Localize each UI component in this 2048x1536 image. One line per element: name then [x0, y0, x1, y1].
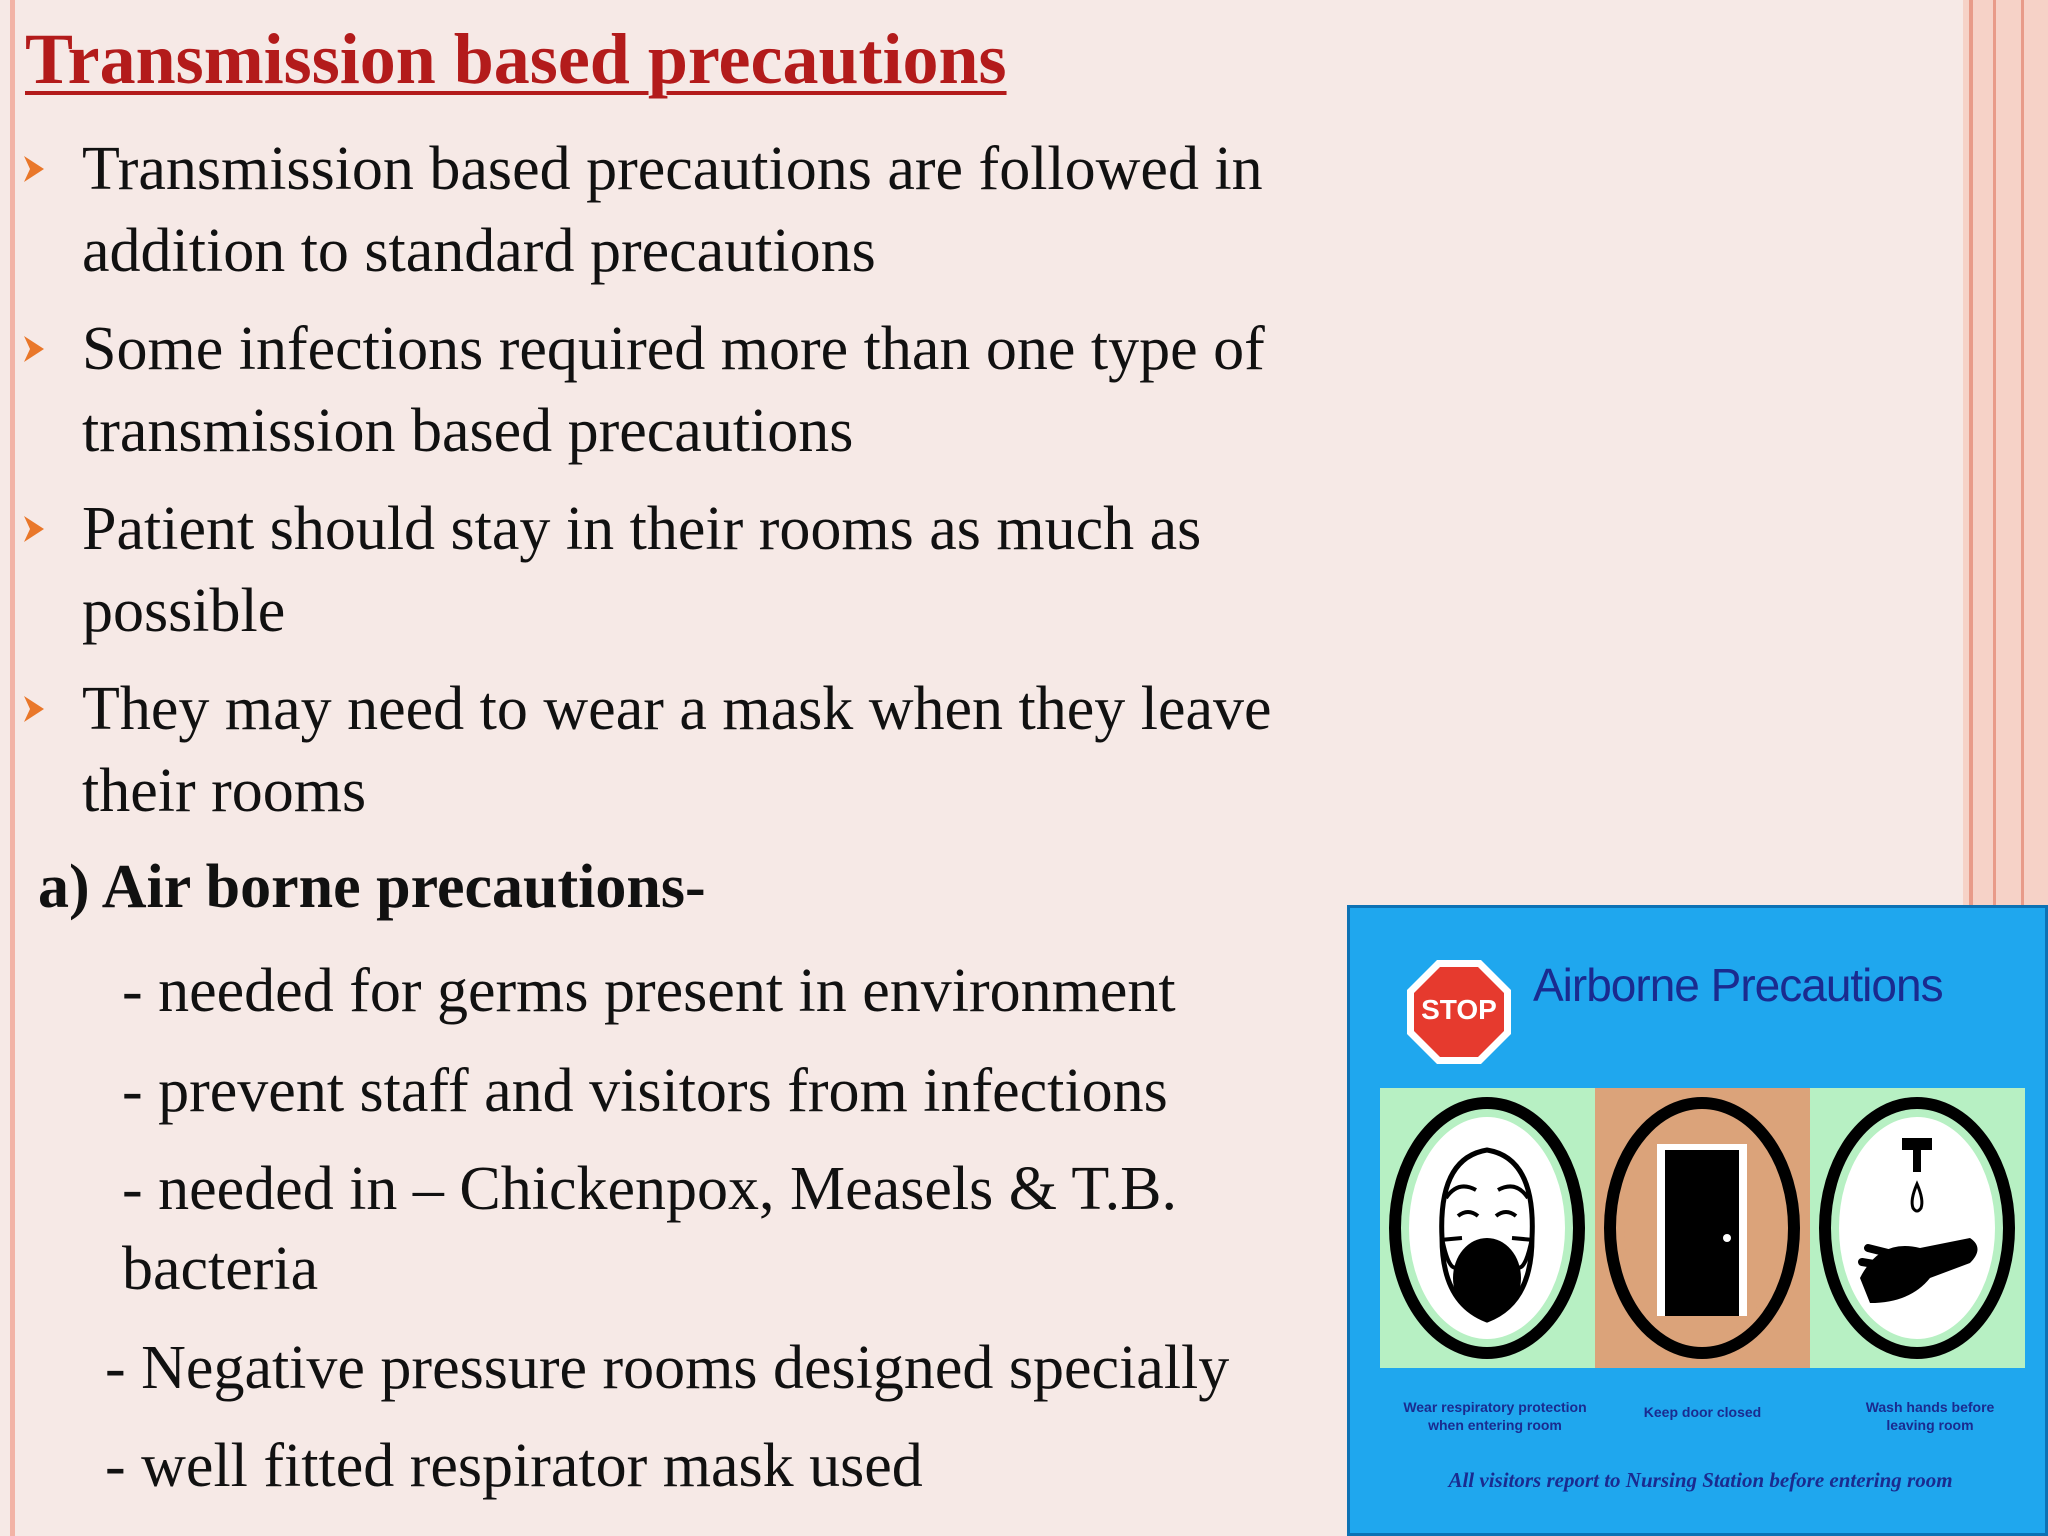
- bullet-item: [0, 128, 1420, 292]
- sub-item: - needed in – Chickenpox, Measels & T.B.: [122, 1155, 1177, 1223]
- airborne-precautions-sign: [1347, 905, 2048, 1536]
- stop-text: STOP: [1421, 994, 1497, 1025]
- airborne-subheading: a) Air borne precautions-: [38, 853, 706, 921]
- respirator-mask-icon: [1380, 1088, 1595, 1368]
- sub-item: - well fitted respirator mask used: [105, 1432, 923, 1500]
- caption-door: Keep door closed: [1643, 1404, 1762, 1420]
- stop-sign: [1405, 958, 1513, 1066]
- handwash-panel: [1810, 1088, 2025, 1368]
- sign-footer: All visitors report to Nursing Station before entering room: [1448, 1468, 1953, 1492]
- caption-handwash: Wash hands before leaving room: [1865, 1399, 1995, 1433]
- arrow-bullet-icon: [22, 334, 46, 364]
- bullet-line: transmission based precautions: [82, 397, 854, 465]
- sign-title: Airborne Precautions: [1533, 959, 1943, 1011]
- door-panel: [1595, 1088, 1810, 1368]
- arrow-bullet-icon: [22, 694, 46, 724]
- bullet-line: addition to standard precautions: [82, 217, 876, 285]
- bullet-item: [0, 488, 1420, 652]
- bullet-list: [0, 128, 1420, 848]
- sub-item: - prevent staff and visitors from infections: [122, 1057, 1168, 1125]
- respirator-panel: [1380, 1088, 1595, 1368]
- bullet-line: Patient should stay in their rooms as much as: [82, 495, 1202, 563]
- sub-item: bacteria: [122, 1235, 319, 1303]
- slide-title: Transmission based precautions: [25, 19, 1007, 99]
- bullet-line: possible: [82, 577, 286, 645]
- bullet-line: Transmission based precautions are followed in: [82, 135, 1263, 203]
- sub-item: - needed for germs present in environment: [122, 957, 1176, 1025]
- caption-respirator: Wear respiratory protection when entering room: [1403, 1399, 1587, 1433]
- bullet-line: Some infections required more than one type of: [82, 315, 1265, 383]
- closed-door-icon: [1595, 1088, 1810, 1368]
- arrow-bullet-icon: [22, 154, 46, 184]
- bullet-item: [0, 668, 1420, 832]
- bullet-line: their rooms: [82, 757, 367, 825]
- wash-hands-icon: [1810, 1088, 2025, 1368]
- sub-item: - Negative pressure rooms designed specially: [105, 1334, 1230, 1402]
- bullet-item: [0, 308, 1420, 472]
- arrow-bullet-icon: [22, 514, 46, 544]
- bullet-line: They may need to wear a mask when they leave: [82, 675, 1272, 743]
